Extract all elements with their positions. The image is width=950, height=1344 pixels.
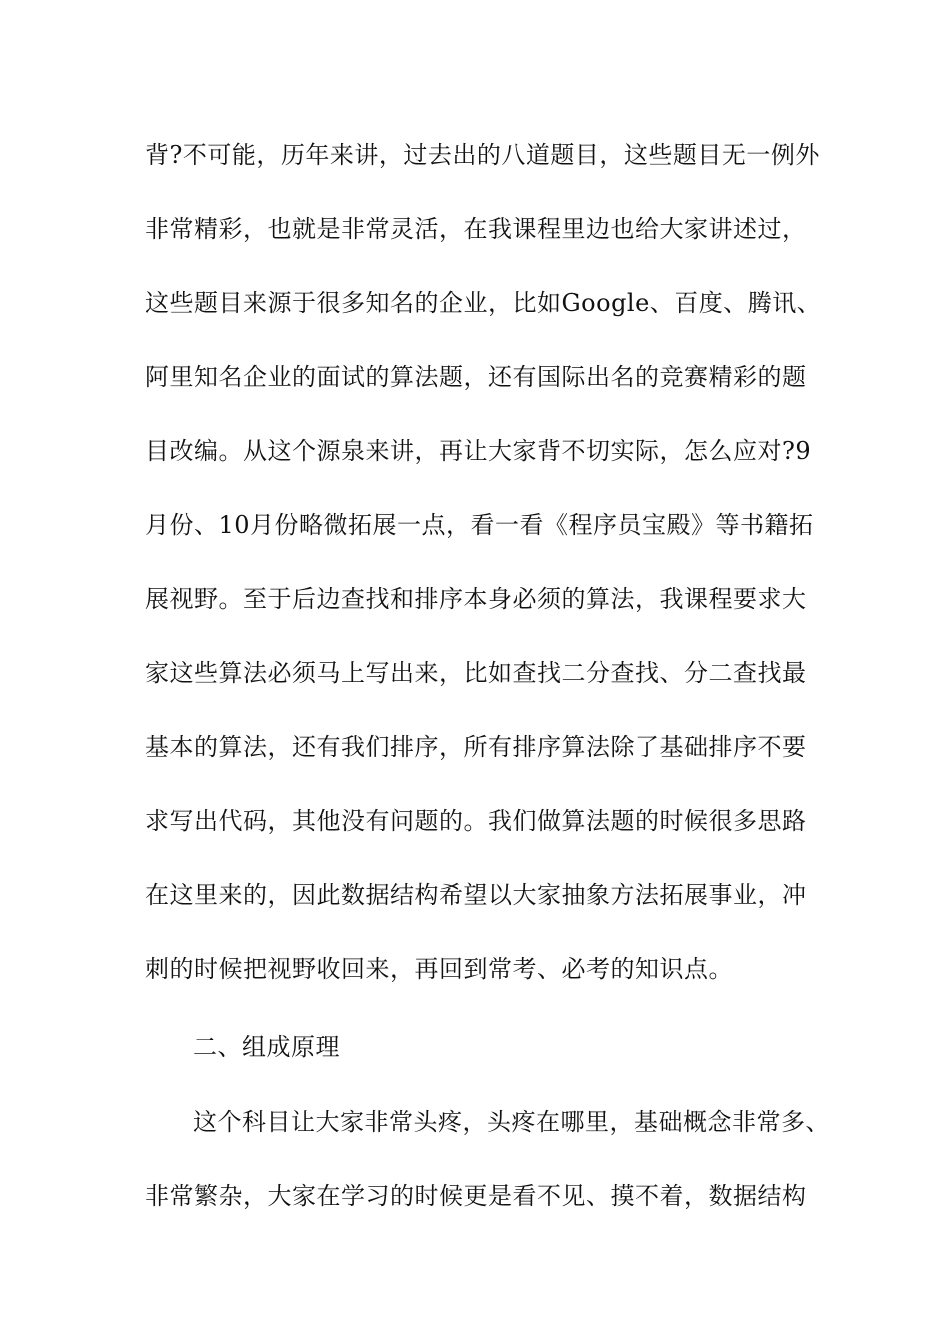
text-line: 在这里来的，因此数据结构希望以大家抽象方法拓展事业，冲 <box>145 881 807 909</box>
text-line: 家这些算法必须马上写出来，比如查找二分查找、分二查找最 <box>145 659 807 687</box>
text-line: 月份、10月份略微拓展一点，看一看《程序员宝殿》等书籍拓 <box>145 511 814 539</box>
text-line: 这些题目来源于很多知名的企业，比如Google、百度、腾讯、 <box>145 289 822 317</box>
text-line: 基本的算法，还有我们排序，所有排序算法除了基础排序不要 <box>145 733 807 761</box>
text-line: 目改编。从这个源泉来讲，再让大家背不切实际，怎么应对?9 <box>145 437 812 465</box>
text-line: 展视野。至于后边查找和排序本身必须的算法，我课程要求大 <box>145 585 807 613</box>
text-line: 非常精彩，也就是非常灵活，在我课程里边也给大家讲述过， <box>145 215 807 243</box>
text-line: 阿里知名企业的面试的算法题，还有国际出名的竞赛精彩的题 <box>145 363 807 391</box>
text-line: 非常繁杂，大家在学习的时候更是看不见、摸不着，数据结构 <box>145 1182 807 1210</box>
text-line: 背?不可能，历年来讲，过去出的八道题目，这些题目无一例外 <box>145 141 820 169</box>
section-heading: 二、组成原理 <box>193 1033 340 1061</box>
text-line: 求写出代码，其他没有问题的。我们做算法题的时候很多思路 <box>145 807 807 835</box>
text-line: 这个科目让大家非常头疼，头疼在哪里，基础概念非常多、 <box>193 1108 830 1136</box>
text-line: 刺的时候把视野收回来，再回到常考、必考的知识点。 <box>145 955 733 983</box>
